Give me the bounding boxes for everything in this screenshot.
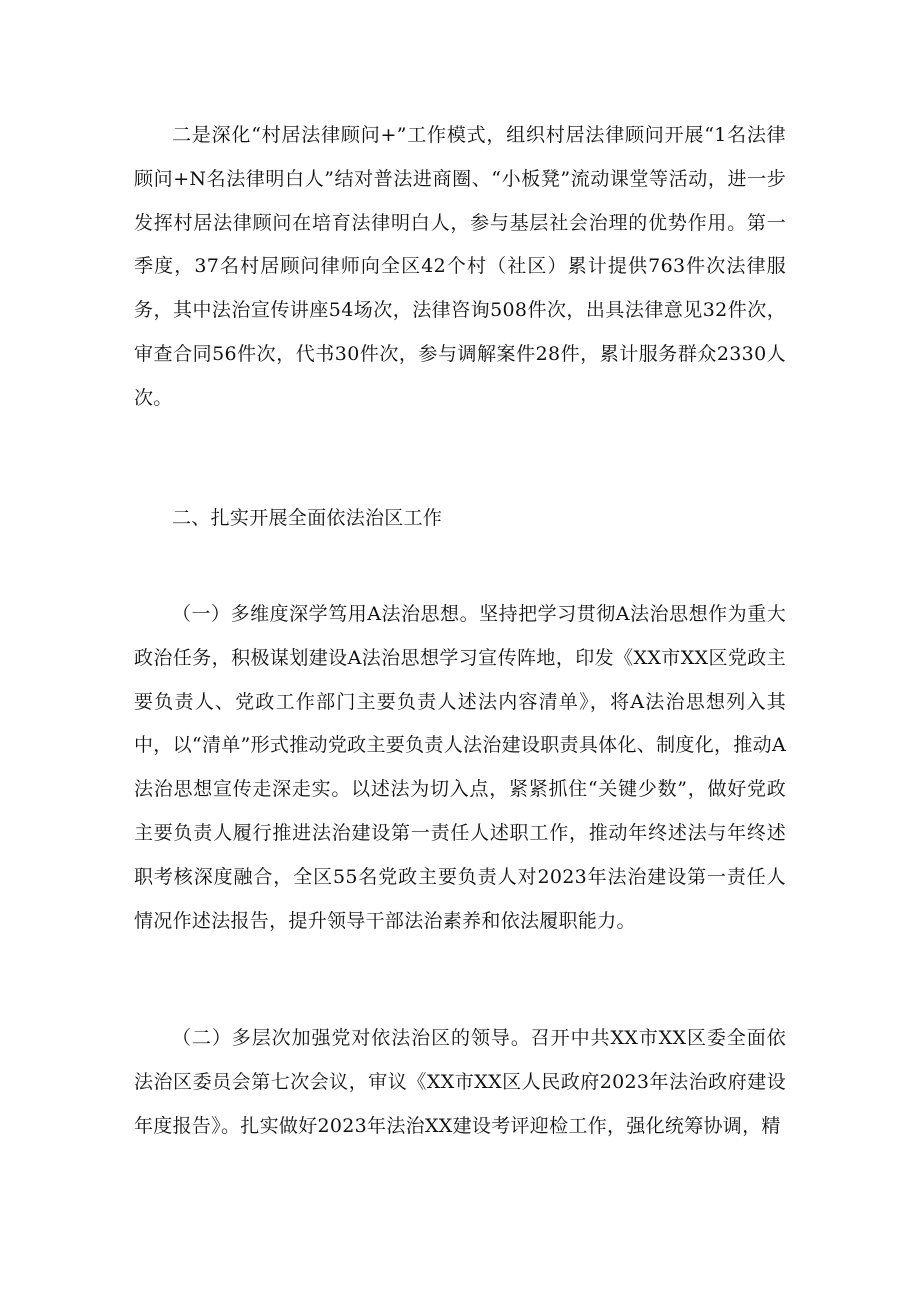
paragraph-legal-thought-study: （一）多维度深学笃用A法治思想。坚持把学习贯彻A法治思想作为重大政治任务，积极谋划建设A法治思想学习宣传阵地，印发《XX市XX区党政主要负责人、党政工作部门主要负责人述法内容清单》，将A法治思想列入其中，以“清单”形式推动党政主要负责人法治建设职责具体化、制度化，推动A法治思想宣传走深走实。以述法为切入点，紧紧抓住“关键少数”，做好党政主要负责人履行推进法治建设第一责任人述职工作，推动年终述法与年终述职考核深度融合，全区55名党政主要负责人对2023年法治建设第一责任人情况作述法报告，提升领导干部法治素养和依法履职能力。 (134, 603, 786, 932)
paragraph-party-leadership: （二）多层次加强党对依法治区的领导。召开中共XX市XX区委全面依法治区委员会第七次会议，审议《XX市XX区人民政府2023年法治政府建设年度报告》。扎实做好2023年法治XX建设考评迎检工作，强化统筹协调，精 (134, 1027, 786, 1137)
paragraph-legal-advisor-model: 二是深化“村居法律顾问+”工作模式，组织村居法律顾问开展“1名法律顾问+N名法律明白人”结对普法进商圈、“小板凳”流动课堂等活动，进一步发挥村居法律顾问在培育法律明白人，参与基层社会治理的优势作用。第一季度，37名村居顾问律师向全区42个村（社区）累计提供763件次法律服务，其中法治宣传讲座54场次，法律咨询508件次，出具法律意见32件次，审查合同56件次，代书30件次，参与调解案件28件，累计服务群众2330人次。 (134, 124, 786, 409)
section-heading: 二、扎实开展全面依法治区工作 (172, 507, 443, 529)
